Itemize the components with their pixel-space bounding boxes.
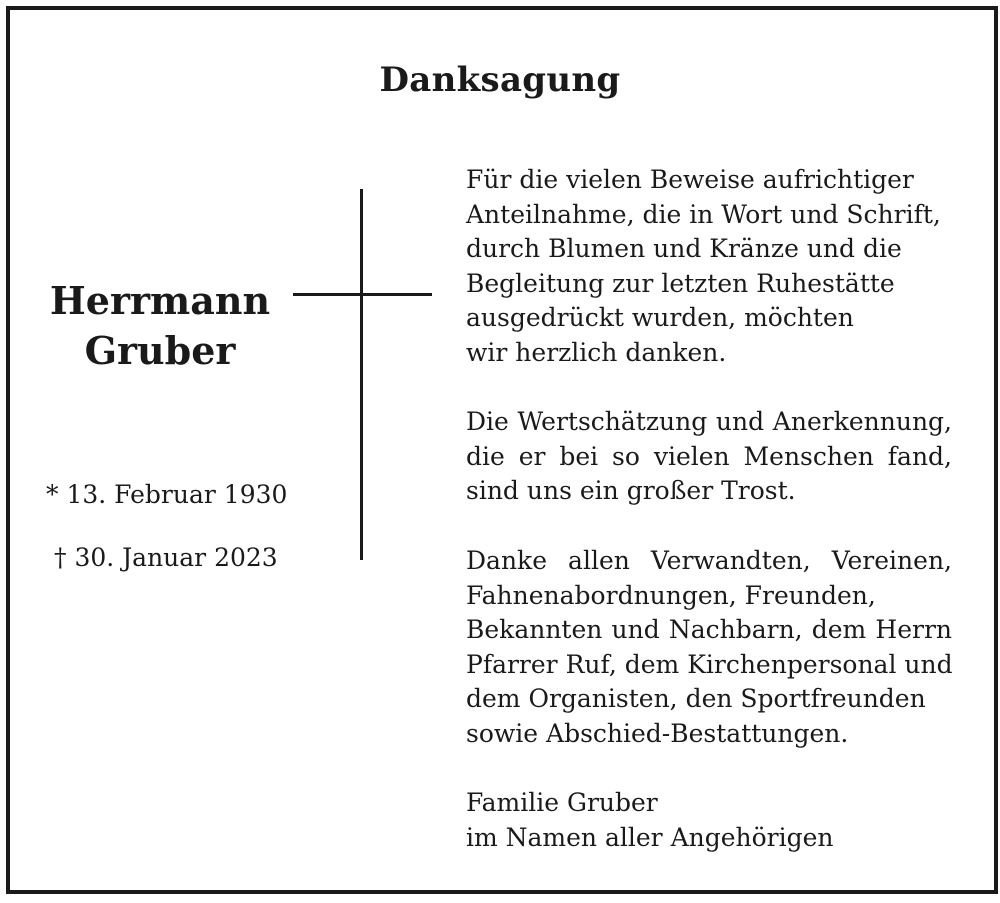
signature-relatives: im Namen aller Angehörigen bbox=[466, 822, 834, 852]
paragraph-line: Danke allen Verwandten, Vereinen, bbox=[466, 546, 952, 575]
paragraph-line: Anteilnahme, die in Wort und Schrift, bbox=[466, 199, 941, 229]
paragraph-line: die er bei so vielen Menschen fand, bbox=[466, 441, 952, 471]
paragraph-line: sowie Abschied-Bestattungen. bbox=[466, 718, 849, 748]
paragraph-line: sind uns ein großer Trost. bbox=[466, 476, 796, 506]
paragraph-line: Fahnenabordnungen, Freunden, bbox=[466, 580, 876, 610]
deceased-first-name: Herrmann bbox=[49, 278, 271, 323]
paragraph-line: Für die vielen Beweise aufrichtiger bbox=[466, 165, 914, 194]
notice-title: Danksagung bbox=[379, 60, 621, 100]
paragraph-line: durch Blumen und Kränze und die bbox=[466, 234, 902, 264]
signature-family: Familie Gruber bbox=[466, 788, 658, 817]
thanks-paragraph-3 bbox=[466, 544, 952, 752]
paragraph-line: wir herzlich danken. bbox=[466, 337, 727, 367]
paragraph-line: ausgedrückt wurden, möchten bbox=[466, 303, 854, 333]
paragraph-line: Begleitung zur letzten Ruhestätte bbox=[466, 268, 895, 298]
paragraph-line: Bekannten und Nachbarn, dem Herrn bbox=[466, 615, 952, 645]
paragraph-line: dem Organisten, den Sportfreunden bbox=[466, 684, 926, 714]
signature-block bbox=[466, 786, 952, 855]
cross-icon bbox=[360, 189, 363, 560]
paragraph-line: Pfarrer Ruf, dem Kirchenpersonal und bbox=[466, 649, 953, 679]
thanks-paragraph-2 bbox=[466, 405, 952, 509]
paragraph-line: Die Wertschätzung und Anerkennung, bbox=[466, 407, 952, 436]
death-date: † 30. Januar 2023 bbox=[54, 543, 278, 572]
thanks-paragraph-1 bbox=[466, 163, 952, 371]
deceased-last-name: Gruber bbox=[84, 328, 236, 373]
cross-icon-bar bbox=[293, 293, 432, 296]
birth-date: * 13. Februar 1930 bbox=[46, 480, 288, 509]
